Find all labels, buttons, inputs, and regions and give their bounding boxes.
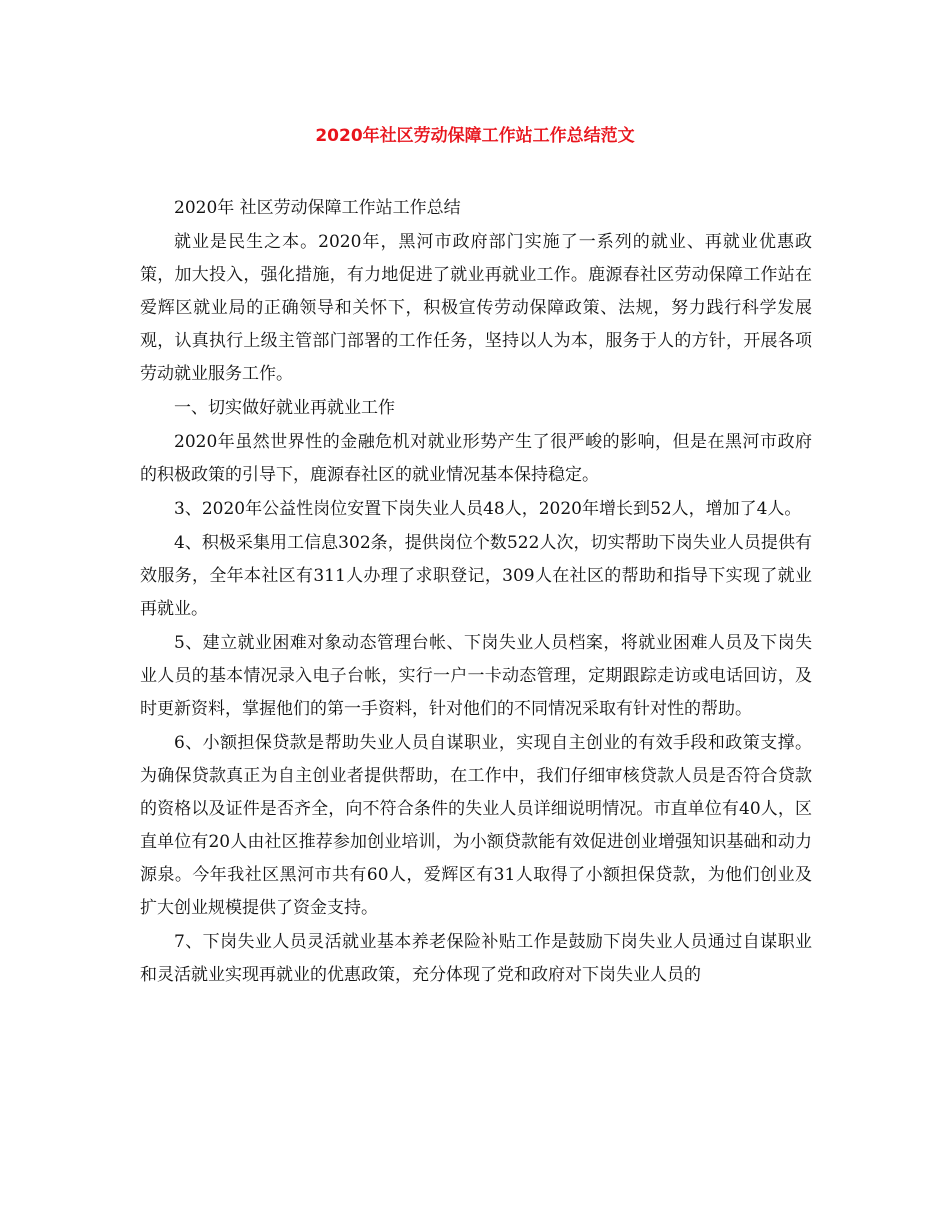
paragraph-subtitle: 2020年 社区劳动保障工作站工作总结 (174, 198, 461, 218)
document-body (140, 192, 812, 993)
paragraph-employment-situation: 2020年虽然世界性的金融危机对就业形势产生了很严峻的影响，但是在黑河市政府的积极政策的引导下，鹿源春社区的就业情况基本保持稳定。 (140, 432, 812, 485)
paragraph-item-3: 3、2020年公益性岗位安置下岗失业人员48人，2020年增长到52人，增加了4人。 (174, 499, 802, 519)
paragraph-item-5: 5、建立就业困难对象动态管理台帐、下岗失业人员档案，将就业困难人员及下岗失业人员的基本情况录入电子台帐，实行一户一卡动态管理，定期跟踪走访或电话回访，及时更新资料，掌握他们的第一手资料，针对他们的不同情况采取有针对性的帮助。 (140, 633, 812, 719)
section-heading-1: 一、切实做好就业再就业工作 (174, 398, 395, 418)
document-title: 2020年社区劳动保障工作站工作总结范文 (315, 126, 635, 146)
paragraph-item-7: 7、下岗失业人员灵活就业基本养老保险补贴工作是鼓励下岗失业人员通过自谋职业和灵活就业实现再就业的优惠政策，充分体现了党和政府对下岗失业人员的 (140, 932, 812, 985)
paragraph-item-6: 6、小额担保贷款是帮助失业人员自谋职业，实现自主创业的有效手段和政策支撑。为确保贷款真正为自主创业者提供帮助，在工作中，我们仔细审核贷款人员是否符合贷款的资格以及证件是否齐全，向不符合条件的失业人员详细说明情况。市直单位有40人，区直单位有20人由社区推荐参加创业培训，为小额贷款能有效促进创业增强知识基础和动力源泉。今年我社区黑河市共有60人，爱辉区有31人取得了小额担保贷款，为他们创业及扩大创业规模提供了资金支持。 (140, 733, 812, 918)
paragraph-item-4: 4、积极采集用工信息302条，提供岗位个数522人次，切实帮助下岗失业人员提供有效服务，全年本社区有311人办理了求职登记，309人在社区的帮助和指导下实现了就业再就业。 (140, 533, 812, 619)
paragraph-intro: 就业是民生之本。2020年，黑河市政府部门实施了一系列的就业、再就业优惠政策，加大投入，强化措施，有力地促进了就业再就业工作。鹿源春社区劳动保障工作站在爱辉区就业局的正确领导和关怀下，积极宣传劳动保障政策、法规，努力践行科学发展观，认真执行上级主管部门部署的工作任务，坚持以人为本，服务于人的方针，开展各项劳动就业服务工作。 (140, 232, 812, 384)
